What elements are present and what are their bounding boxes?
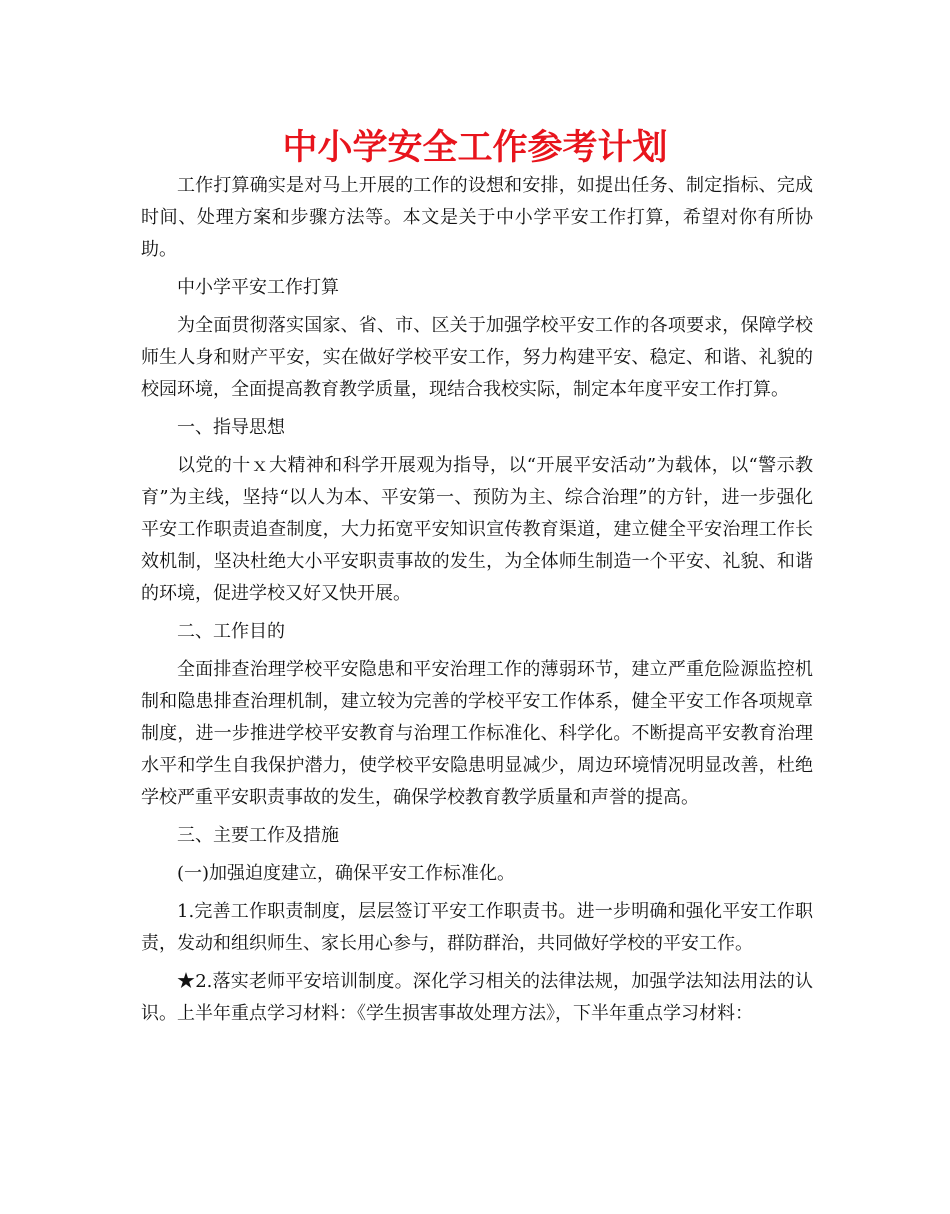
paragraph-purpose: 为全面贯彻落实国家、省、市、区关于加强学校平安工作的各项要求，保障学校师生人身和财产平安，实在做好学校平安工作，努力构建平安、稳定、和谐、礼貌的校园环境，全面提高教育教学质量，现结合我校实际，制定本年度平安工作打算。 [141, 315, 813, 400]
section-heading-main-measures: 三、主要工作及措施 [177, 825, 339, 846]
document-title: 中小学安全工作参考计划 [282, 128, 668, 168]
paragraph-subtitle: 中小学平安工作打算 [177, 277, 339, 298]
paragraph-item-2: ★2.落实老师平安培训制度。深化学习相关的法律法规，加强学法知法用法的认识。上半年重点学习材料：《学生损害事故处理方法》，下半年重点学习材料： [141, 971, 813, 1024]
paragraph-intro: 工作打算确实是对马上开展的工作的设想和安排，如提出任务、制定指标、完成时间、处理方案和步骤方法等。本文是关于中小学平安工作打算，希望对你有所协助。 [141, 175, 813, 260]
document-body [141, 170, 813, 1036]
paragraph-work-goals: 全面排查治理学校平安隐患和平安治理工作的薄弱环节，建立严重危险源监控机制和隐患排查治理机制，建立较为完善的学校平安工作体系，健全平安工作各项规章制度，进一步推进学校平安教育与治理工作标准化、科学化。不断提高平安教育治理水平和学生自我保护潜力，使学校平安隐患明显减少，周边环境情况明显改善，杜绝学校严重平安职责事故的发生，确保学校教育教学质量和声誉的提高。 [141, 659, 813, 808]
section-heading-work-goals: 二、工作目的 [177, 621, 285, 642]
section-heading-guiding-ideology: 一、指导思想 [177, 417, 285, 438]
paragraph-guiding-ideology: 以党的十ｘ大精神和科学开展观为指导，以“开展平安活动”为载体，以“警示教育”为主线，坚持“以人为本、平安第一、预防为主、综合治理”的方针，进一步强化平安工作职责追查制度，大力拓宽平安知识宣传教育渠道，建立健全平安治理工作长效机制，坚决杜绝大小平安职责事故的发生，为全体师生制造一个平安、礼貌、和谐的环境，促进学校又好又快开展。 [141, 455, 813, 604]
paragraph-item-1: 1.完善工作职责制度，层层签订平安工作职责书。进一步明确和强化平安工作职责，发动和组织师生、家长用心参与，群防群治，共同做好学校的平安工作。 [141, 901, 813, 954]
subsection-heading-system-building: (一)加强迫度建立，确保平安工作标准化。 [177, 863, 516, 884]
